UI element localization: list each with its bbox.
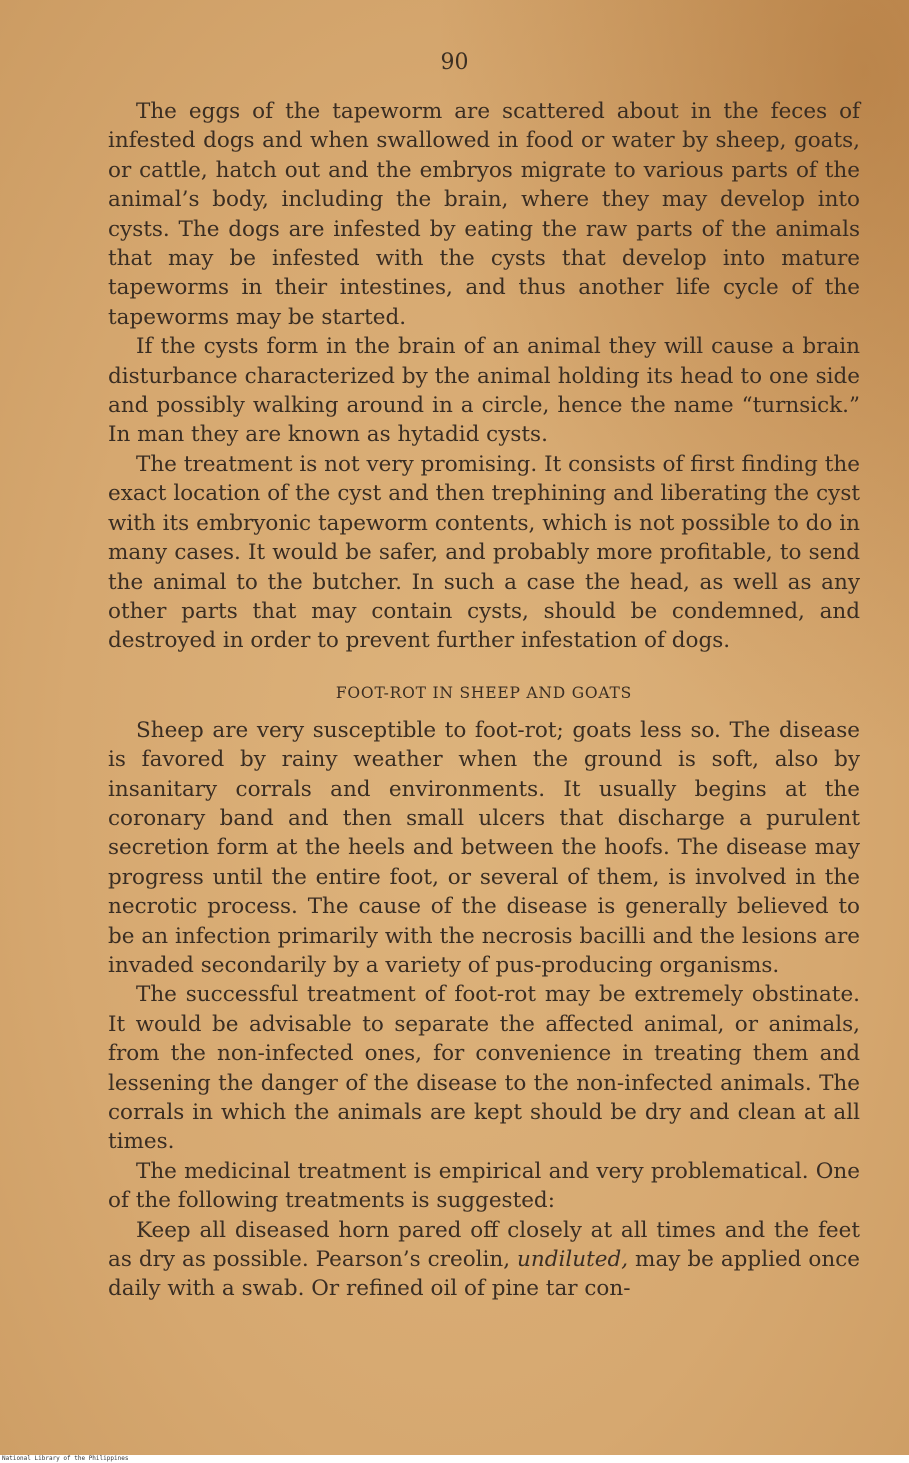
creolin-text-start: Keep all diseased horn pared off closely at all times and the feet as dry as possible. Pearson’s creolin, — [108, 1217, 860, 1273]
paragraph-foot-rot-separation: The successful treatment of foot-rot may be extremely obstinate. It would be advisable to separate the affected animal, or animals, from the non-infected ones, for convenience in treating them and lessening the danger of the disease to the non-infected animals. The corrals in which the animals are kept should be dry and clean at all times. — [108, 982, 860, 1155]
paragraph-medicinal-treatment: The medicinal treatment is empirical and very problematical. One of the following treatments is suggested: — [108, 1158, 860, 1214]
undiluted-emphasis: undiluted, — [517, 1247, 629, 1273]
paragraph-creolin-treatment — [108, 1216, 860, 1304]
paragraph-turnsick: If the cysts form in the brain of an animal they will cause a brain disturbance characterized by the animal holding its head to one side and possibly walking around in a circle, hence the name “turnsick.” In man they are known as hytadid cysts. — [108, 334, 860, 448]
library-credit: National Library of the Philippines — [2, 1455, 129, 1462]
paragraph-cyst-treatment: The treatment is not very promising. It consists of first finding the exact location of the cyst and then trephining and liberating the cyst with its embryonic tapeworm contents, which is not possible to do in many cases. It would be safer, and probably more profitable, to send the animal to the butcher. In such a case the head, as well as any other parts that may contain cysts, should be condemned, and destroyed in order to prevent further infestation of dogs. — [108, 451, 860, 654]
paragraph-tapeworm-eggs: The eggs of the tapeworm are scattered about in the feces of infested dogs and when swallowed in food or water by sheep, goats, or cattle, hatch out and the embryos migrate to various parts of the animal’s body, including the brain, where they may develop into cysts. The dogs are infested by eating the raw parts of the animals that may be infested with the cysts that develop into mature tapeworms in their intestines, and thus another life cycle of the tapeworms may be started. — [108, 99, 860, 330]
section-heading: FOOT-ROT IN SHEEP AND GOATS — [335, 683, 633, 702]
footer-strip — [0, 1455, 909, 1463]
page-number: 90 — [440, 50, 469, 75]
body-text — [108, 97, 860, 1304]
creolin-text-end: may be applied once daily with a swab. Or refined oil of pine tar con- — [108, 1247, 860, 1302]
paragraph-foot-rot-description: Sheep are very susceptible to foot-rot; goats less so. The disease is favored by rainy weather when the ground is soft, also by insanitary corrals and environments. It usually begins at the coronary band and then small ulcers that discharge a purulent secretion form at the heels and between the hoofs. The disease may progress until the entire foot, or several of them, is involved in the necrotic process. The cause of the disease is generally believed to be an infection primarily with the necrosis bacilli and the lesions are invaded secondarily by a variety of pus-producing organisms. — [108, 717, 860, 978]
